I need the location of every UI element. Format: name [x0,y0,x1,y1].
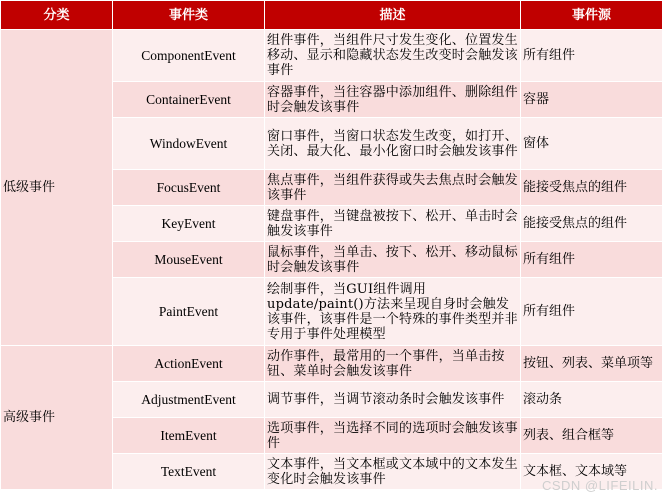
description-cell: 鼠标事件，当单击、按下、松开、移动鼠标时会触发该事件 [265,242,521,278]
event-source-cell: 容器 [521,82,663,118]
event-class-cell: ComponentEvent [113,30,265,82]
description-cell: 键盘事件，当键盘被按下、松开、单击时会触发该事件 [265,206,521,242]
event-class-cell: MouseEvent [113,242,265,278]
event-class-cell: WindowEvent [113,118,265,170]
event-class-cell: ContainerEvent [113,82,265,118]
category-high-level: 高级事件 [1,346,113,490]
table-row [1,30,663,82]
category-low-level: 低级事件 [1,30,113,346]
description-cell: 动作事件，最常用的一个事件，当单击按钮、菜单时会触发该事件 [265,346,521,382]
event-source-cell: 能接受焦点的组件 [521,206,663,242]
description-cell: 焦点事件，当组件获得或失去焦点时会触发该事件 [265,170,521,206]
description-cell: 组件事件，当组件尺寸发生变化、位置发生移动、显示和隐藏状态发生改变时会触发该事件 [265,30,521,82]
table-row [1,346,663,382]
header-category: 分类 [1,1,113,30]
description-cell: 绘制事件，当GUI组件调用update/paint()方法来呈现自身时会触发该事件，该事件是一个特殊的事件类型并非专用于事件处理模型 [265,278,521,346]
description-cell: 文本事件，当文本框或文本域中的文本发生变化时会触发该事件 [265,454,521,490]
event-source-cell: 列表、组合框等 [521,418,663,454]
event-source-cell: 滚动条 [521,382,663,418]
watermark: CSDN @LIFEILIN. [541,478,658,493]
event-source-cell: 窗体 [521,118,663,170]
event-class-cell: ActionEvent [113,346,265,382]
event-class-cell: FocusEvent [113,170,265,206]
header-description: 描述 [265,1,521,30]
description-cell: 窗口事件，当窗口状态发生改变，如打开、关闭、最大化、最小化窗口时会触发该事件 [265,118,521,170]
header-event-source: 事件源 [521,1,663,30]
event-class-cell: KeyEvent [113,206,265,242]
event-class-cell: ItemEvent [113,418,265,454]
header-event-class: 事件类 [113,1,265,30]
event-class-cell: AdjustmentEvent [113,382,265,418]
event-class-cell: PaintEvent [113,278,265,346]
event-source-cell: 文本框、文本域等 [521,454,663,490]
table-header-row [1,1,663,30]
event-source-cell: 能接受焦点的组件 [521,170,663,206]
description-cell: 调节事件，当调节滚动条时会触发该事件 [265,382,521,418]
event-source-cell: 按钮、列表、菜单项等 [521,346,663,382]
description-cell: 选项事件，当选择不同的选项时会触发该事件 [265,418,521,454]
event-source-cell: 所有组件 [521,30,663,82]
description-cell: 容器事件，当往容器中添加组件、删除组件时会触发该事件 [265,82,521,118]
event-source-cell: 所有组件 [521,242,663,278]
event-class-cell: TextEvent [113,454,265,490]
event-source-cell: 所有组件 [521,278,663,346]
